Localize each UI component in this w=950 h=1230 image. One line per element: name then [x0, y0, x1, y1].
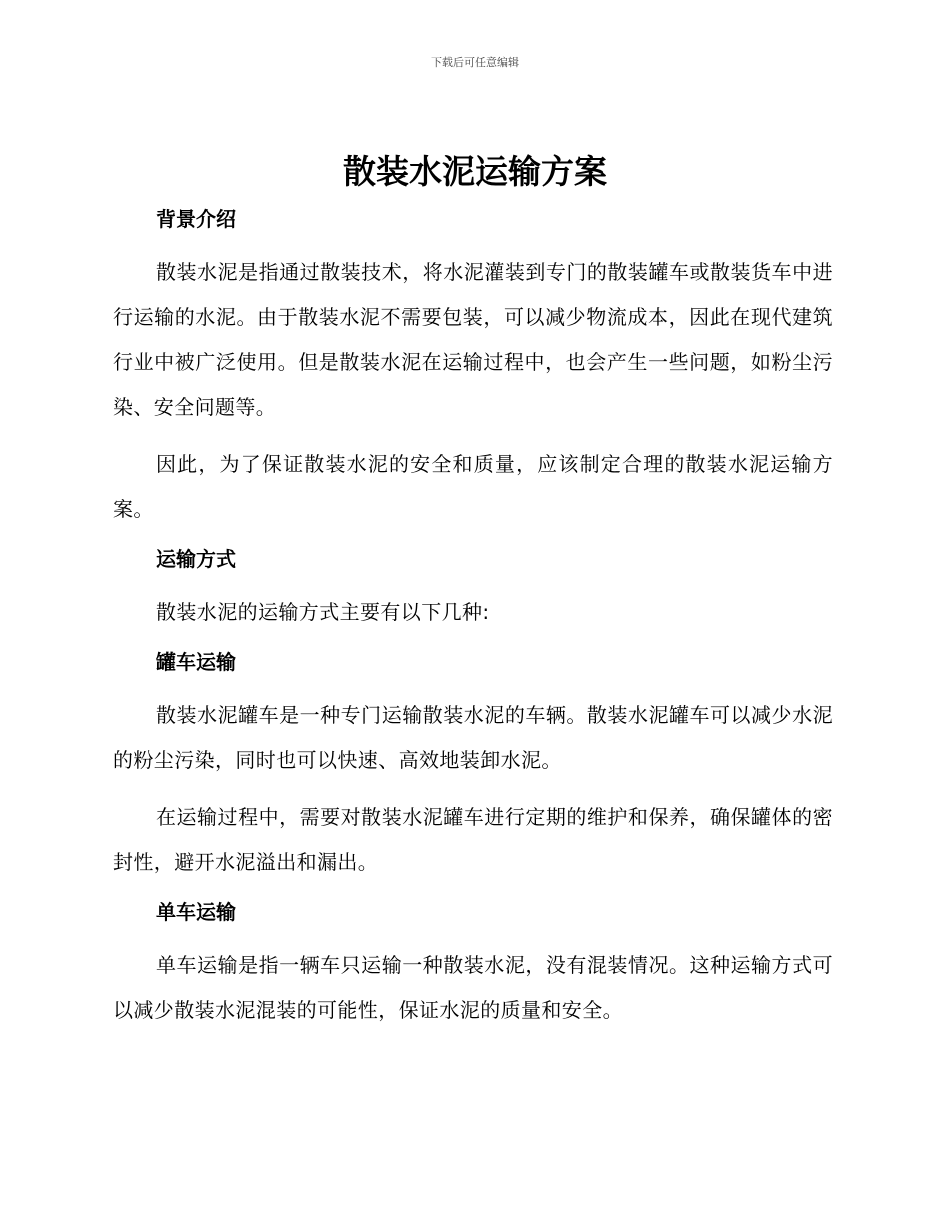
document-body	[113, 204, 833, 1033]
header-note: 下载后可任意编辑	[431, 56, 519, 69]
document-title: 散装水泥运输方案	[343, 152, 607, 191]
paragraph-background-2: 因此，为了保证散装水泥的安全和质量，应该制定合理的散装水泥运输方案。	[113, 452, 833, 521]
section-heading-background: 背景介绍	[156, 207, 236, 231]
section-heading-single: 单车运输	[156, 900, 236, 924]
section-heading-tanker: 罐车运输	[156, 650, 236, 674]
paragraph-transport-1: 散装水泥的运输方式主要有以下几种:	[156, 600, 490, 624]
paragraph-background-1: 散装水泥是指通过散装技术，将水泥灌装到专门的散装罐车或散装货车中进行运输的水泥。由于散装水泥不需要包装，可以减少物流成本，因此在现代建筑行业中被广泛使用。但是散装水泥在运输过程中，也会产生一些问题，如粉尘污染、安全问题等。	[113, 260, 833, 419]
section-heading-transport: 运输方式	[156, 547, 236, 571]
paragraph-tanker-1: 散装水泥罐车是一种专门运输散装水泥的车辆。散装水泥罐车可以减少水泥的粉尘污染，同时也可以快速、高效地装卸水泥。	[113, 703, 833, 772]
paragraph-tanker-2: 在运输过程中，需要对散装水泥罐车进行定期的维护和保养，确保罐体的密封性，避开水泥溢出和漏出。	[113, 805, 833, 874]
paragraph-single-1: 单车运输是指一辆车只运输一种散装水泥，没有混装情况。这种运输方式可以减少散装水泥混装的可能性，保证水泥的质量和安全。	[113, 953, 833, 1022]
